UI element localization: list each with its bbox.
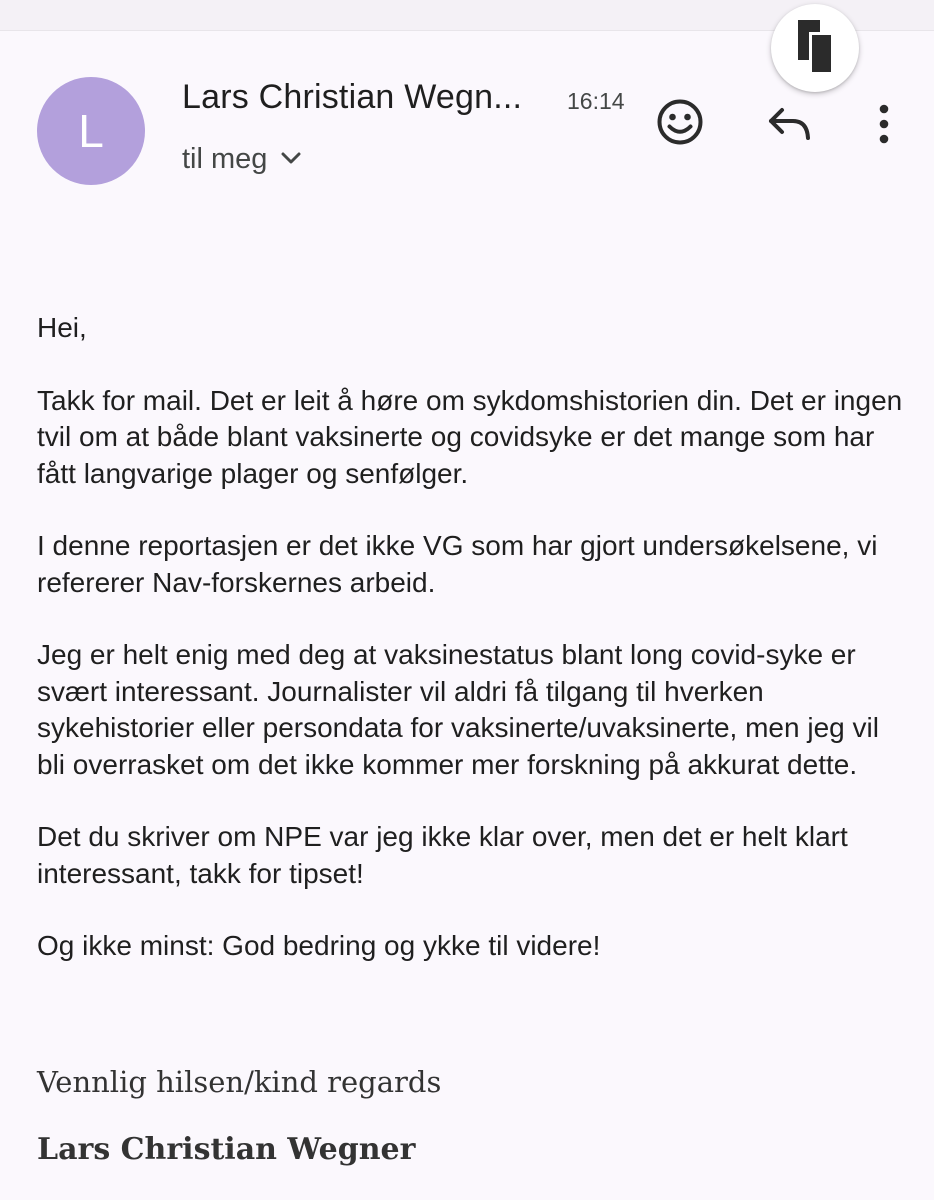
body-paragraph: Og ikke minst: God bedring og ykke til videre! bbox=[37, 930, 601, 961]
avatar-letter: L bbox=[78, 105, 104, 157]
sender-name[interactable]: Lars Christian Wegn... bbox=[182, 78, 523, 116]
avatar[interactable] bbox=[37, 77, 145, 185]
reply-icon bbox=[767, 106, 813, 147]
recipient-label: til meg bbox=[182, 142, 268, 175]
copy-button[interactable] bbox=[771, 4, 859, 92]
more-options-button[interactable] bbox=[862, 98, 906, 154]
signature-greeting: Vennlig hilsen/kind regards bbox=[37, 1065, 442, 1099]
recipient-toggle[interactable] bbox=[182, 140, 301, 178]
signature-name: Lars Christian Wegner bbox=[37, 1132, 416, 1167]
message-body bbox=[37, 310, 907, 1001]
chevron-down-icon bbox=[281, 152, 301, 166]
body-paragraph: Jeg er helt enig med deg at vaksinestatus blant long covid-syke er svært interessant. Journalister vil aldri få tilgang til hverken sykehistorier eller persondata for vaksinerte/uvaksinerte, men jeg vil bli overrasket om det ikke kommer mer forskning på akkurat dette. bbox=[37, 639, 879, 780]
reply-button[interactable] bbox=[762, 98, 818, 154]
emoji-reaction-button[interactable] bbox=[652, 96, 708, 152]
body-paragraph: Hei, bbox=[37, 312, 87, 343]
body-paragraph: Takk for mail. Det er leit å høre om sykdomshistorien din. Det er ingen tvil om at både blant vaksinerte og covidsyke er det mange som har fått langvarige plager og senfølger. bbox=[37, 384, 903, 489]
body-paragraph: Det du skriver om NPE var jeg ikke klar over, men det er helt klart interessant, takk for tipset! bbox=[37, 821, 848, 889]
copy-document-icon bbox=[798, 20, 832, 77]
body-paragraph: I denne reportasjen er det ikke VG som har gjort undersøkelsene, vi refererer Nav-forskernes arbeid. bbox=[37, 530, 878, 598]
message-time: 16:14 bbox=[567, 88, 625, 114]
more-vert-icon bbox=[878, 104, 890, 149]
emoji-reaction-icon bbox=[655, 97, 705, 152]
signature bbox=[37, 1065, 442, 1167]
